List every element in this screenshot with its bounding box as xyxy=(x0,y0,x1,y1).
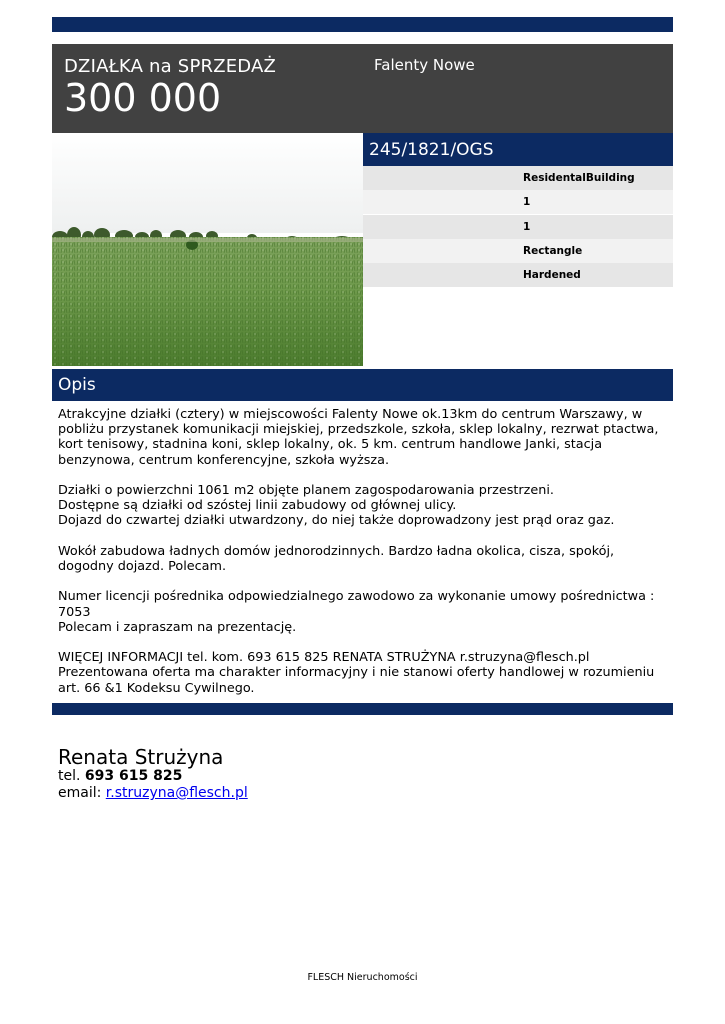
agent-email-link[interactable]: r.struzyna@flesch.pl xyxy=(105,785,248,801)
agent-email-line xyxy=(58,785,248,801)
description-paragraph: WIĘCEJ INFORMACJI tel. kom. 693 615 825 RENATA STRUŻYNA r.struzyna@flesch.pl Prezentowana oferta ma charakter informacyjny i nie stanowi oferty handlowej w rozumieniu art. 66 &1 Kodeksu Cywilnego. xyxy=(58,650,655,696)
phone-label: tel. xyxy=(58,768,81,784)
top-divider-bar xyxy=(52,17,673,32)
footer-company: FLESCH Nieruchomości xyxy=(307,972,418,983)
description-heading-bar xyxy=(52,369,673,401)
param-row xyxy=(363,190,673,214)
param-value: ResidentalBuilding xyxy=(523,172,635,184)
param-value: Hardened xyxy=(523,269,581,281)
description-heading: Opis xyxy=(58,375,96,395)
description-paragraph: Atrakcyjne działki (cztery) w miejscowości Falenty Nowe ok.13km do centrum Warszawy, w pobliżu przystanek komunikacji miejskiej, przedszkole, szkoła, sklep lokalny, rezrwat ptactwa, kort tenisowy, stadnina koni, sklep lokalny, ok. 5 km. centrum handlowe Janki, stacja benzynowa, centrum konferencyjne, szkoła wyższa. xyxy=(58,407,659,468)
grass-field-photo xyxy=(52,133,363,366)
param-value: 1 xyxy=(523,221,531,233)
description-text xyxy=(58,407,670,711)
agent-phone-line xyxy=(58,768,182,784)
price: 300 000 xyxy=(64,76,222,120)
param-value: Rectangle xyxy=(523,245,583,257)
section-divider-bar xyxy=(52,703,673,715)
param-row xyxy=(363,239,673,263)
reference-number: 245/1821/OGS xyxy=(369,140,494,160)
offer-type: DZIAŁKA na SPRZEDAŻ xyxy=(64,56,277,77)
listing-header xyxy=(52,44,673,133)
email-label: email: xyxy=(58,785,102,801)
property-photo xyxy=(52,133,363,366)
description-paragraph: Numer licencji pośrednika odpowiedzialnego zawodowo za wykonanie umowy pośrednictwa : 7053 Polecam i zapraszam na prezentację. xyxy=(58,589,655,635)
param-row xyxy=(363,263,673,287)
agent-phone: 693 615 825 xyxy=(84,768,183,784)
param-row xyxy=(363,166,673,190)
param-row xyxy=(363,215,673,239)
param-value: 1 xyxy=(523,196,531,208)
description-paragraph: Działki o powierzchni 1061 m2 objęte planem zagospodarowania przestrzeni. Dostępne są działki od szóstej linii zabudowy od głównej ulicy. Dojazd do czwartej działki utwardzony, do niej także doprowadzony jest prąd oraz gaz. xyxy=(58,483,615,529)
reference-number-bar xyxy=(363,133,673,166)
description-paragraph: Wokół zabudowa ładnych domów jednorodzinnych. Bardzo ładna okolica, cisza, spokój, dogodny dojazd. Polecam. xyxy=(58,543,615,574)
agent-name: Renata Strużyna xyxy=(58,745,224,769)
location: Falenty Nowe xyxy=(374,56,475,74)
